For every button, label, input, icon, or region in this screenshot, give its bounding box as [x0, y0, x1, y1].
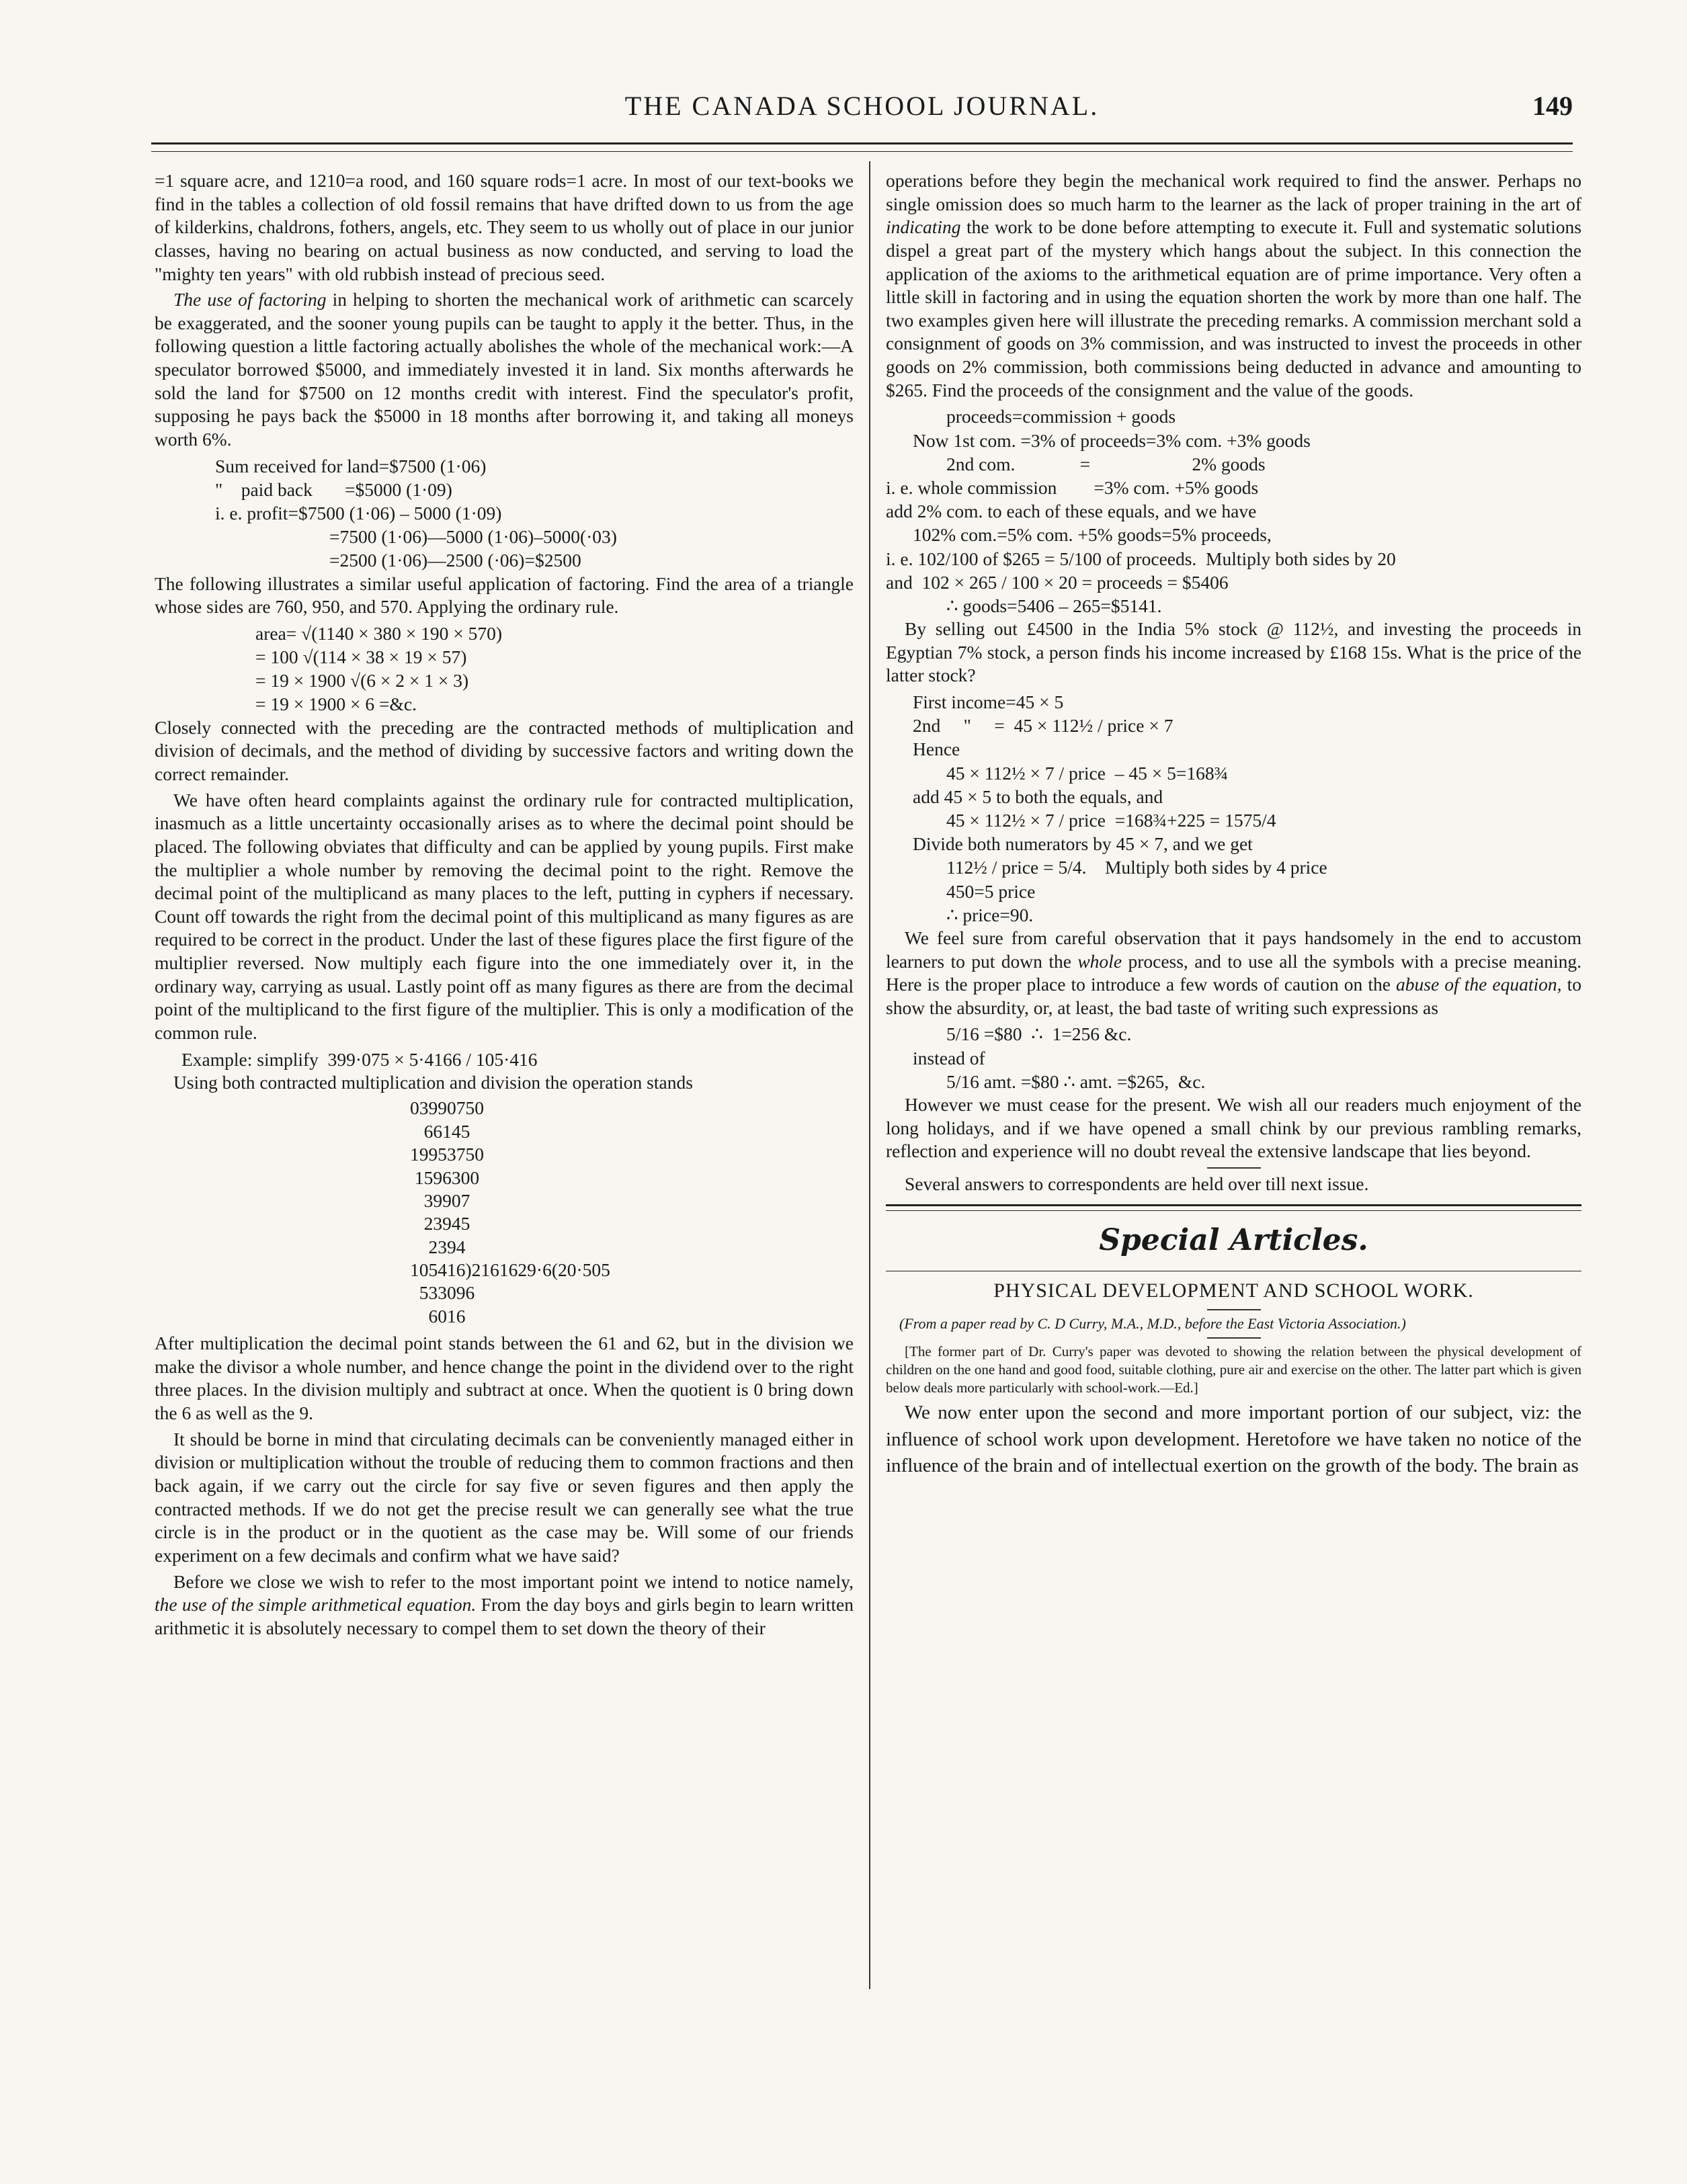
formula-line: add 45 × 5 to both the equals, and	[913, 786, 1163, 807]
section-rule	[886, 1204, 1581, 1206]
example-line: Example: simplify 399·075 × 5·4166 / 105·416	[181, 1048, 538, 1070]
paragraph: Using both contracted multiplication and division the operation stands	[173, 1071, 693, 1093]
paragraph: The following illustrates a similar useful application of factoring. Find the area of a triangle whose sides are 760, 950, and 570. Applying the ordinary rule.	[155, 573, 854, 618]
formula-line: 112½ / price = 5/4. Multiply both sides by 4 price	[946, 857, 1327, 878]
paragraph: We now enter upon the second and more important portion of our subject, viz: the influence of school work upon development. Heretofore we have taken no notice of the influence of the brain and of intellectual exertion on the growth of the body. The brain as	[886, 1402, 1581, 1476]
formula-line: Now 1st com. =3% of proceeds=3% com. +3% goods	[913, 429, 1311, 451]
paragraph	[886, 169, 1581, 402]
left-column	[155, 169, 854, 1643]
formula-line: First income=45 × 5	[913, 691, 1064, 713]
formula-line: 5/16 amt. =$80 ∴ amt. =$265, &c.	[946, 1070, 1206, 1092]
text: Before we close we wish to refer to the most important point we intend to notice namely,	[173, 1570, 854, 1592]
text: in helping to shorten the mechanical work of arithmetic can scarcely be exaggerated, and the sooner young pupils can be taught to apply it the better. Thus, in the following question a little factoring actually abolishes the whole of the mechanical work:—A speculator borrowed $5000, and immediately invested it in land. Six months afterwards he sold the land for $7500 on 12 months credit with interest. Find the speculator's profit, supposing he pays back the $5000 in 18 months after borrowing it, and taking all moneys worth 6%.	[155, 289, 854, 450]
worked-calculation: 03990750 66145 19953750 1596300 39907 23945 2394 105416)2161629·6(20·505 533096 6016	[410, 1097, 610, 1327]
short-rule	[1207, 1309, 1261, 1310]
header-rule-thin	[151, 151, 1573, 152]
formula-line: 450=5 price	[946, 880, 1036, 902]
formula-line: instead of	[913, 1047, 985, 1068]
formula-line: Divide both numerators by 45 × 7, and we get	[913, 833, 1253, 855]
text: From the day boys and girls begin to learn written arithmetic it is absolutely necessary to compel them to set down the theory of their	[155, 1594, 854, 1638]
column-divider	[869, 161, 870, 1989]
editor-note: [The former part of Dr. Curry's paper was devoted to showing the relation between the physical development of children on the one hand and good food, suitable clothing, pure air and exercise on the other. The latter part which is given below deals more particularly with school-work.—Ed.]	[886, 1343, 1581, 1396]
formula-line: ∴ goods=5406 – 265=$5141.	[946, 595, 1162, 616]
formula-line: 2nd com. = 2% goods	[946, 453, 1266, 474]
formula-line: " paid back =$5000 (1·09)	[215, 478, 452, 500]
paragraph: Closely connected with the preceding are the contracted methods of multiplication and division of decimals, and the method of dividing by successive factors and writing down the correct remainder.	[155, 716, 854, 784]
paragraph: =1 square acre, and 1210=a rood, and 160 square rods=1 acre. In most of our text-books we find in the tables a collection of old fossil remains that have drifted down to us from the age of kilderkins, chaldrons, fothers, angels, etc. They seem to us wholly out of place in our junior classes, having no bearing on actual business as now conducted, and serving to load the "mighty ten years" with old rubbish instead of precious seed.	[155, 170, 854, 284]
short-rule	[1207, 1337, 1261, 1339]
text: process, and to use all the symbols with a precise meaning. Here is the proper place to introduce a few words of caution on the	[886, 950, 1582, 995]
running-title: THE CANADA SCHOOL JOURNAL.	[624, 91, 1100, 121]
paragraph	[886, 927, 1581, 1020]
formula-line: Sum received for land=$7500 (1·06)	[215, 455, 487, 476]
formula-line: and 102 × 265 / 100 × 20 = proceeds = $5406	[886, 571, 1229, 593]
right-column	[886, 169, 1581, 1482]
page-number: 149	[1532, 91, 1573, 121]
emphasis: abuse of the equation,	[1396, 974, 1562, 995]
paragraph	[155, 288, 854, 451]
header-rule	[151, 142, 1573, 144]
formula-line: i. e. 102/100 of $265 = 5/100 of proceeds. Multiply both sides by 20	[886, 548, 1396, 569]
formula-line: 45 × 112½ × 7 / price – 45 × 5=168¾	[946, 762, 1229, 784]
formula-line: proceeds=commission + goods	[946, 406, 1176, 427]
section-heading: Special Articles.	[1099, 1222, 1368, 1257]
formula-line: =7500 (1·06)—5000 (1·06)–5000(·03)	[329, 526, 617, 548]
formula-line: ∴ price=90.	[946, 904, 1034, 925]
formula-line: 102% com.=5% com. +5% goods=5% proceeds,	[913, 524, 1272, 546]
formula-line: =2500 (1·06)—2500 (·06)=$2500	[329, 550, 581, 571]
short-rule	[1207, 1167, 1261, 1169]
text: We feel sure from careful observation that it pays handsomely in the end to accustom learners to put down the	[886, 927, 1581, 972]
section-rule-thin	[886, 1210, 1581, 1211]
text: to show the absurdity, or, at least, the bad taste of writing such expressions as	[886, 974, 1581, 1018]
formula-line: 45 × 112½ × 7 / price =168¾+225 = 1575/4	[946, 809, 1276, 831]
emphasis: The use of factoring	[173, 289, 327, 310]
formula-line: 5/16 =$80 ∴ 1=256 &c.	[946, 1023, 1132, 1045]
paragraph: However we must cease for the present. We wish all our readers much enjoyment of the long holidays, and if we have opened a small chink by our previous rambling remarks, reflection and experience will no doubt reveal the extensive landscape that lies beyond.	[886, 1094, 1581, 1162]
emphasis: the use of the simple arithmetical equation.	[155, 1594, 477, 1615]
paragraph: Several answers to correspondents are held over till next issue.	[905, 1173, 1369, 1194]
formula-line: 2nd " = 45 × 112½ / price × 7	[913, 715, 1174, 737]
text: the work to be done before attempting to execute it. Full and systematic solutions dispel a great part of the mystery which hangs about the subject. In this connection the application of the axioms to the arithmetical equation are of prime importance. Very often a little skill in factoring and in using the equation shorten the work by more than one half. The two examples given here will illustrate the preceding remarks. A commission merchant sold a consignment of goods on 3% commission, and was instructed to invest the proceeds in other goods on 2% commission, both commissions being deducted in advance and amounting to $265. Find the proceeds of the consignment and the value of the goods.	[886, 216, 1581, 401]
emphasis: indicating	[886, 216, 961, 238]
paragraph: By selling out £4500 in the India 5% stock @ 112½, and investing the proceeds in Egyptian 7% stock, a person finds his income increased by £168 15s. What is the price of the latter stock?	[886, 618, 1581, 686]
text: operations before they begin the mechanical work required to find the answer. Perhaps no single omission does so much harm to the learner as the lack of proper training in the art of	[886, 170, 1581, 214]
formula-line: area= √(1140 × 380 × 190 × 570)	[255, 622, 503, 644]
paragraph: After multiplication the decimal point stands between the 61 and 62, but in the division we make the divisor a whole number, and hence change the point in the dividend over to the right three places. In the division multiply and subtract at once. When the quotient is 0 bring down the 6 as well as the 9.	[155, 1333, 854, 1424]
emphasis: whole	[1077, 950, 1122, 972]
formula-line: = 19 × 1900 × 6 =&c.	[255, 694, 417, 715]
byline: (From a paper read by C. D Curry, M.A., M.D., before the East Victoria Association.)	[899, 1314, 1406, 1332]
article-title: PHYSICAL DEVELOPMENT AND SCHOOL WORK.	[993, 1279, 1474, 1302]
paragraph	[155, 1570, 854, 1640]
paragraph: It should be borne in mind that circulating decimals can be conveniently managed either in division or multiplication without the trouble of reducing them to common fractions and then back again, if we carry out the circle for say five or seven figures and then apply the contracted methods. If we do not get the precise result we can generally see what the true circle is in the product or in the quotient as the case may be. Will some of our friends experiment on a few decimals and confirm what we have said?	[155, 1428, 854, 1566]
formula-line: Hence	[913, 739, 960, 760]
formula-line: i. e. profit=$7500 (1·06) – 5000 (1·09)	[215, 503, 502, 524]
formula-line: add 2% com. to each of these equals, and we have	[886, 501, 1257, 522]
formula-line: i. e. whole commission =3% com. +5% goods	[886, 476, 1259, 498]
paragraph: We have often heard complaints against the ordinary rule for contracted multiplication, inasmuch as a little uncertainty occasionally arises as to where the decimal point should be placed. The following obviates that difficulty and can be applied by young pupils. First make the multiplier a whole number by removing the decimal point to the right. Remove the decimal point of the multiplicand as many places to the left, putting in cyphers if necessary. Count off towards the right from the decimal point of this multiplicand as many figures as are required to be correct in the product. Under the last of these figures place the first figure of the multiplier reversed. Now multiply each figure into the one immediately over it, in the ordinary way, carrying as usual. Lastly point off as many figures as there are from the decimal point of the multiplicand to the first figure of the multiplier. This is only a modification of the common rule.	[155, 789, 854, 1043]
formula-line: = 100 √(114 × 38 × 19 × 57)	[255, 646, 467, 668]
page-header	[151, 86, 1573, 126]
formula-line: = 19 × 1900 √(6 × 2 × 1 × 3)	[255, 670, 469, 691]
